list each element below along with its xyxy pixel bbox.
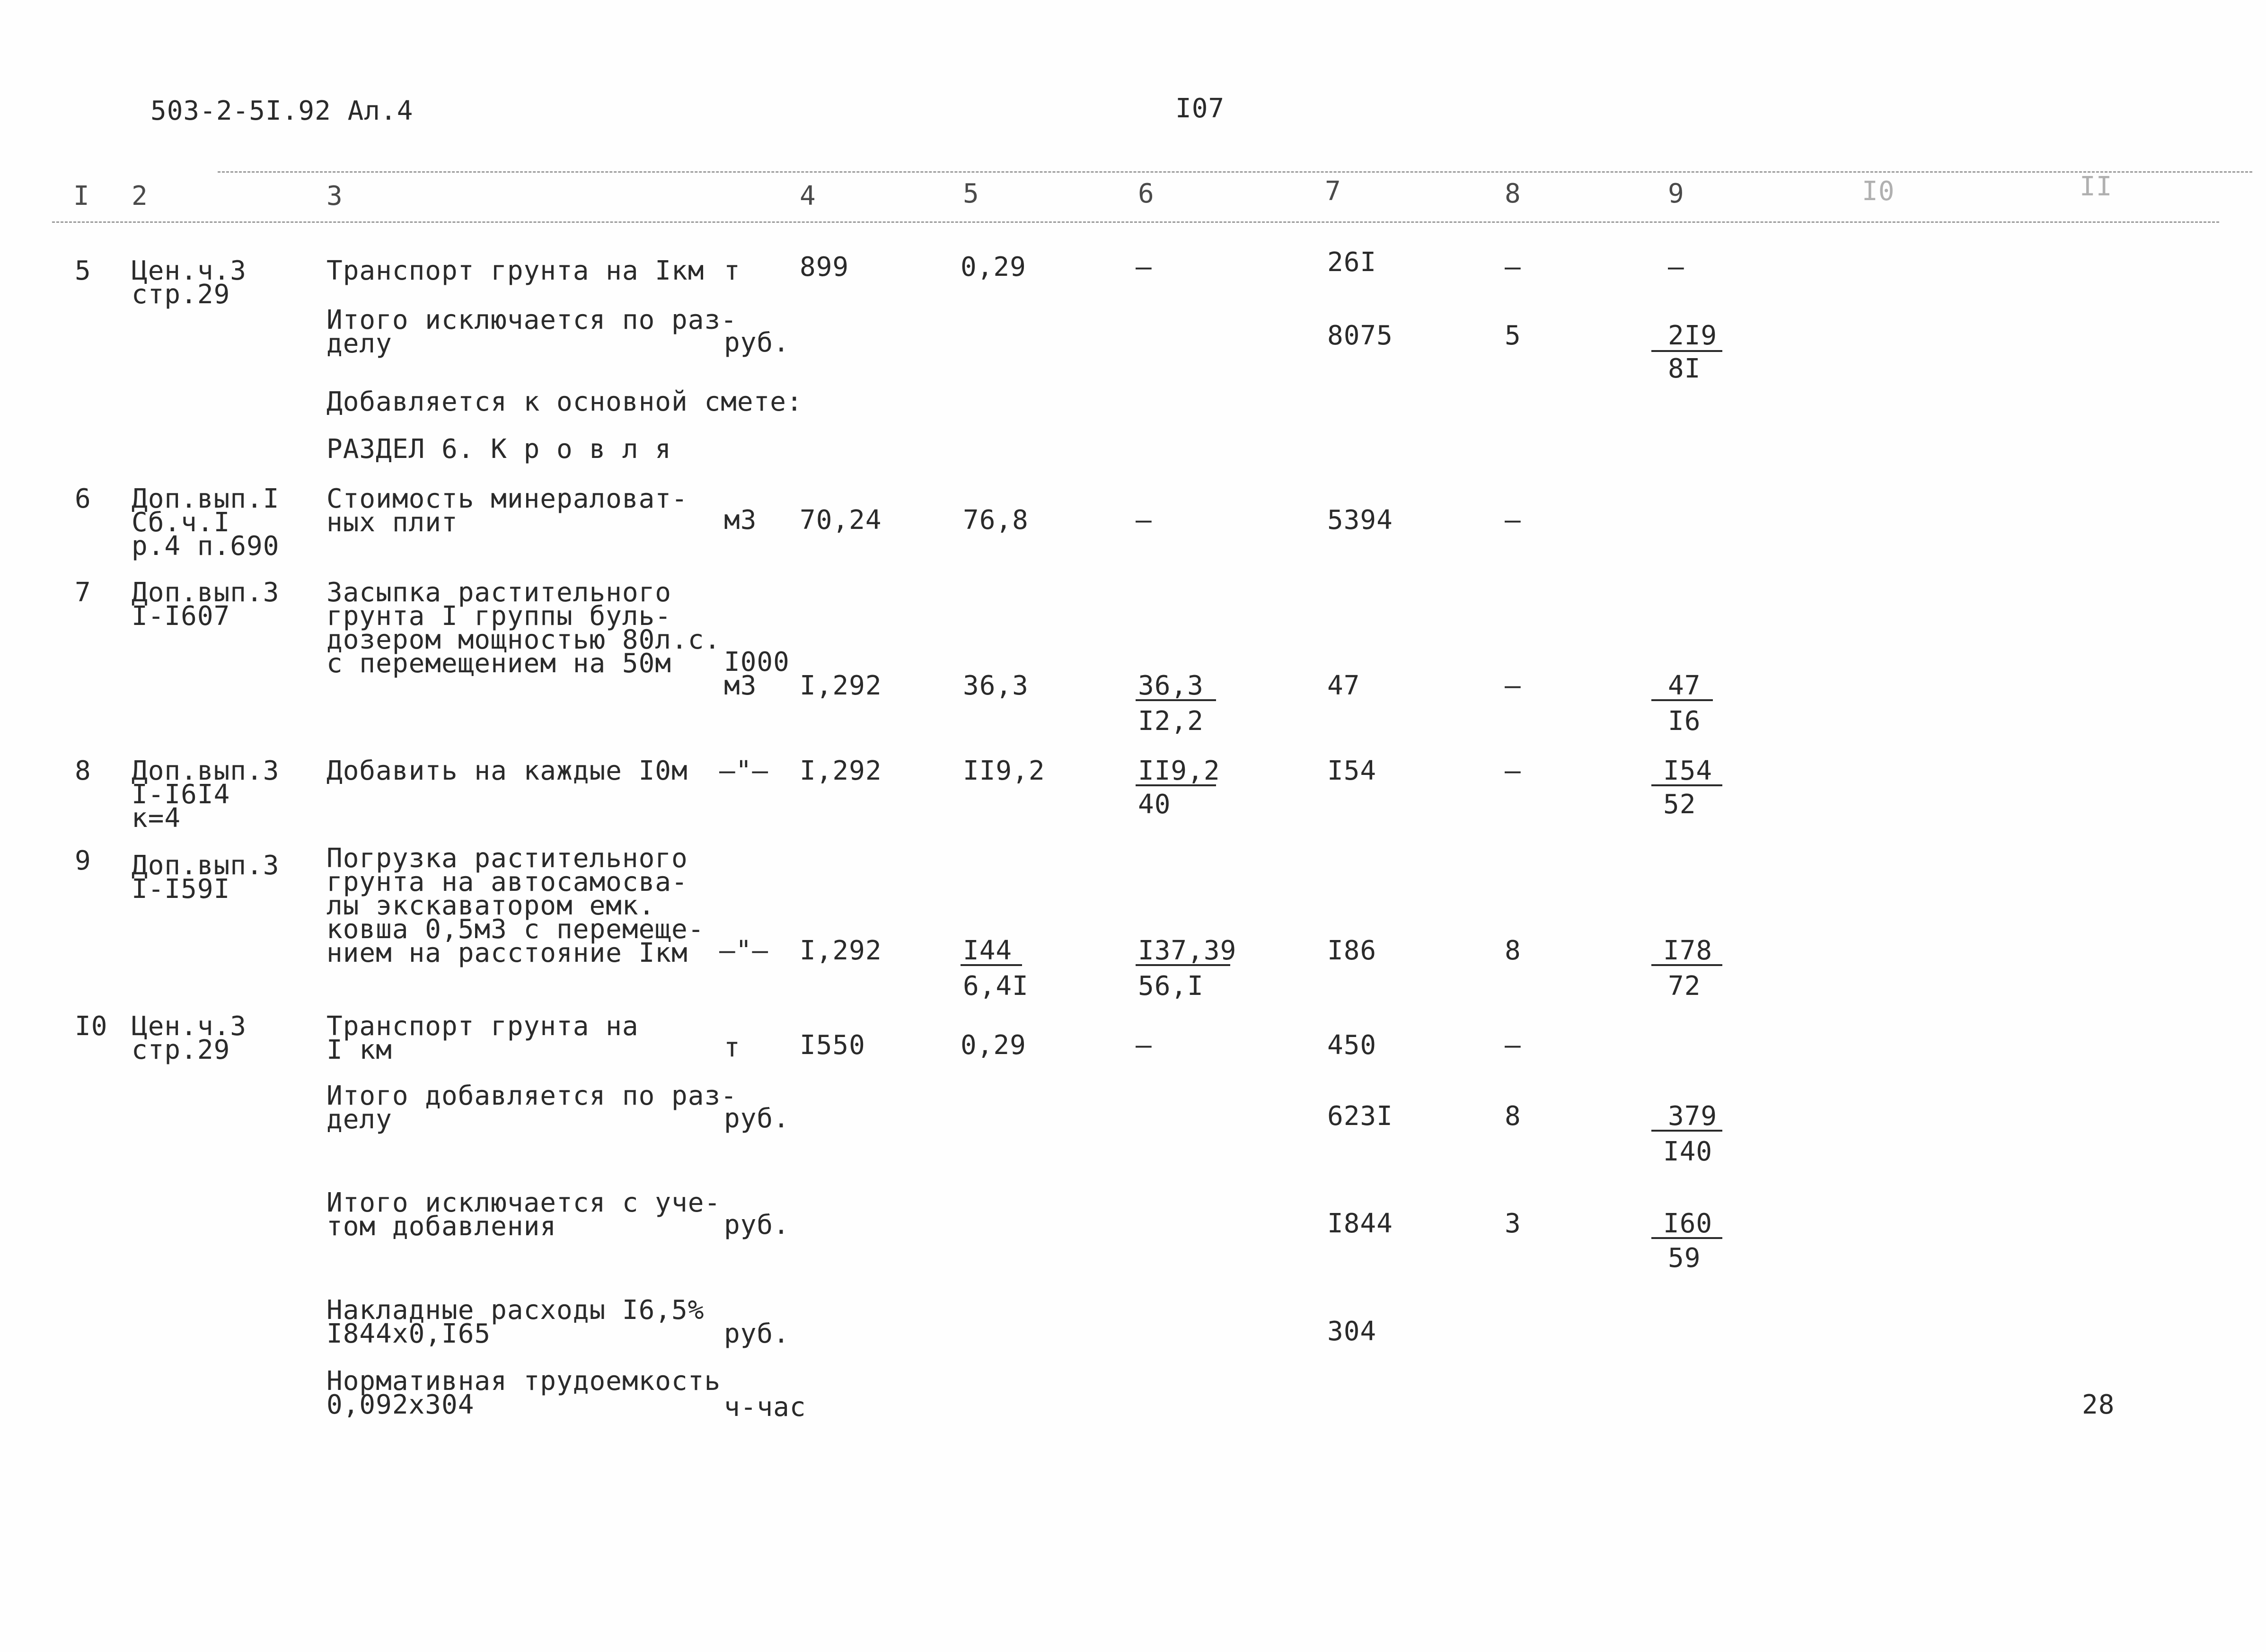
column-number-3: 3 [326,181,343,211]
row-7-description-line-4: с перемещением на 50м [326,648,672,679]
row-9-description-line-2: грунта на автосамосва- [326,867,688,897]
row-7-col-9-denominator: I6 [1668,706,1701,737]
row-10-unit-price: 0,29 [961,1030,1026,1061]
row-6-col-7: 5394 [1327,505,1393,536]
total-excluded-unit: руб. [724,327,790,358]
total-net-label-line-1: Итого исключается с уче- [326,1187,721,1218]
row-7-col-9-fraction-line [1651,699,1713,701]
row-5-unit: т [724,255,741,286]
header-rule-top [218,171,2252,173]
row-5-description: Транспорт грунта на Iкм [326,255,705,286]
row-5-code-line-2: стр.29 [132,279,230,310]
total-added-col-7: 623I [1327,1101,1393,1132]
row-8-code-line-1: Доп.вып.3 [132,756,280,786]
row-8-unit-price: II9,2 [963,756,1045,786]
row-9-code-line-1: Доп.вып.3 [132,850,280,881]
row-5-unit-price: 0,29 [961,252,1026,282]
total-excluded-col-9-fraction-line [1651,350,1722,352]
overhead-label-line-2: I844х0,I65 [326,1318,491,1349]
total-added-col-9-fraction-line [1651,1130,1722,1132]
row-9-col-6-denominator: 56,I [1138,971,1204,1002]
row-9-col-6-fraction-line [1136,964,1230,966]
section-heading: РАЗДЕЛ 6. К р о в л я [326,434,672,465]
row-7-description-line-1: Засыпка растительного [326,577,672,608]
row-9-quantity: I,292 [800,935,882,966]
row-9-code-line-2: I-I59I [132,874,230,905]
row-8-code-line-3: к=4 [132,803,181,834]
document-code: 503-2-5I.92 Ал.4 [150,96,414,126]
row-7-col-6-denominator: I2,2 [1138,706,1204,737]
corner-number: 28 [2082,1389,2115,1420]
row-7-unit-price: 36,3 [963,670,1029,701]
row-6-description-line-1: Стоимость минераловат- [326,483,688,514]
total-net-col-9-denominator: 59 [1668,1243,1701,1274]
total-excluded-col-7: 8075 [1327,320,1393,351]
row-6-unit: м3 [724,505,757,536]
row-9-unit-price-numerator: I44 [963,935,1013,966]
row-7-col-6-numerator: 36,3 [1138,670,1204,701]
row-5-quantity: 899 [800,252,849,282]
row-5-number: 5 [75,255,91,286]
total-net-col-9-fraction-line [1651,1237,1722,1239]
column-number-8: 8 [1505,178,1521,209]
total-added-col-9-denominator: I40 [1663,1136,1713,1167]
page-number: I07 [1175,93,1225,124]
total-added-unit: руб. [724,1103,790,1134]
total-net-label-line-2: том добавления [326,1211,557,1242]
column-number-10: I0 [1862,176,1895,207]
row-5-col-7: 26I [1327,247,1377,278]
row-7-code-line-1: Доп.вып.3 [132,577,280,608]
row-10-col-7: 450 [1327,1030,1377,1061]
row-9-unit: –"– [719,935,769,966]
row-9-col-9-fraction-line [1651,964,1722,966]
row-7-description-line-3: дозером мощностью 80л.с. [326,624,721,655]
column-number-1: I [73,181,90,211]
overhead-label-line-1: Накладные расходы I6,5% [326,1295,705,1326]
column-number-4: 4 [800,181,816,211]
row-8-col-6-fraction-line [1136,784,1216,786]
row-9-col-9-numerator: I78 [1663,935,1713,966]
row-10-code-line-2: стр.29 [132,1035,230,1065]
row-10-description-line-2: I км [326,1035,392,1065]
row-8-col-6-denominator: 40 [1138,789,1171,820]
row-8-col-6-numerator: II9,2 [1138,756,1220,786]
row-9-description-line-4: ковша 0,5м3 с перемеще- [326,914,705,945]
row-6-number: 6 [75,483,91,514]
row-8-unit: –"– [719,756,769,786]
row-10-col-8: – [1505,1030,1521,1061]
row-10-unit: т [724,1032,741,1063]
row-9-unit-price-fraction-line [961,964,1022,966]
row-6-description-line-2: ных плит [326,507,458,538]
overhead-unit: руб. [724,1318,790,1349]
row-7-unit-line-2: м3 [724,670,757,701]
total-excluded-col-8: 5 [1505,320,1521,351]
row-7-col-6-fraction-line [1136,699,1216,701]
row-8-number: 8 [75,756,91,786]
row-6-col-6: – [1136,505,1152,536]
total-added-label-line-2: делу [326,1104,392,1135]
row-6-code-line-2: Сб.ч.I [132,507,230,538]
row-9-col-6-numerator: I37,39 [1138,935,1237,966]
column-number-11: II [2080,171,2113,202]
row-6-col-8: – [1505,505,1521,536]
overhead-col-7: 304 [1327,1316,1377,1347]
row-7-unit-line-1: I000 [724,647,790,677]
total-excluded-label-line-1: Итого исключается по раз- [326,305,737,335]
column-number-7: 7 [1325,176,1341,207]
row-5-col-9: – [1668,252,1684,282]
row-7-quantity: I,292 [800,670,882,701]
column-number-6: 6 [1138,178,1155,209]
row-10-number: I0 [75,1011,108,1042]
row-8-col-9-denominator: 52 [1663,789,1696,820]
row-6-code-line-3: р.4 п.690 [132,531,280,562]
row-7-col-9-numerator: 47 [1668,670,1701,701]
row-9-unit-price-denominator: 6,4I [963,971,1029,1002]
added-to-main-estimate-note: Добавляется к основной смете: [326,387,803,417]
row-8-quantity: I,292 [800,756,882,786]
column-number-9: 9 [1668,178,1684,209]
header-rule-bottom [52,221,2219,223]
row-10-col-6: – [1136,1030,1152,1061]
row-9-description-line-3: лы экскаватором емк. [326,890,655,921]
column-number-5: 5 [963,178,979,209]
row-9-col-9-denominator: 72 [1668,971,1701,1002]
row-7-number: 7 [75,577,91,608]
total-net-unit: руб. [724,1210,790,1240]
row-9-description-line-5: нием на расстояние Iкм [326,938,688,968]
row-9-description-line-1: Погрузка растительного [326,843,688,874]
row-5-col-8: – [1505,252,1521,282]
row-8-col-9-numerator: I54 [1663,756,1713,786]
row-8-code-line-2: I-I6I4 [132,779,230,810]
total-excluded-label-line-2: делу [326,328,392,359]
row-7-col-7: 47 [1327,670,1360,701]
row-8-description: Добавить на каждые I0м [326,756,688,786]
row-8-col-8: – [1505,756,1521,786]
row-7-code-line-2: I-I607 [132,601,230,632]
row-10-quantity: I550 [800,1030,865,1061]
total-excluded-col-9-numerator: 2I9 [1668,320,1718,351]
row-6-quantity: 70,24 [800,505,882,536]
labor-label-line-1: Нормативная трудоемкость [326,1366,721,1397]
row-5-col-6: – [1136,252,1152,282]
column-number-2: 2 [132,181,148,211]
total-net-col-9-numerator: I60 [1663,1208,1713,1239]
row-5-code-line-1: Цен.ч.3 [132,255,247,286]
row-8-col-9-fraction-line [1651,784,1722,786]
total-added-col-8: 8 [1505,1101,1521,1132]
row-7-col-8: – [1505,670,1521,701]
total-net-col-7: I844 [1327,1208,1393,1239]
labor-label-line-2: 0,092х304 [326,1389,475,1420]
row-9-col-7: I86 [1327,935,1377,966]
total-net-col-8: 3 [1505,1208,1521,1239]
row-9-number: 9 [75,845,91,876]
labor-unit: ч-час [724,1392,806,1423]
row-9-col-8: 8 [1505,935,1521,966]
row-6-code-line-1: Доп.вып.I [132,483,280,514]
row-10-description-line-1: Транспорт грунта на [326,1011,639,1042]
row-10-code-line-1: Цен.ч.3 [132,1011,247,1042]
row-6-unit-price: 76,8 [963,505,1029,536]
row-7-description-line-2: грунта I группы буль- [326,601,672,632]
total-added-label-line-1: Итого добавляется по раз- [326,1081,737,1111]
total-excluded-col-9-denominator: 8I [1668,353,1701,384]
total-added-col-9-numerator: 379 [1668,1101,1718,1132]
row-8-col-7: I54 [1327,756,1377,786]
